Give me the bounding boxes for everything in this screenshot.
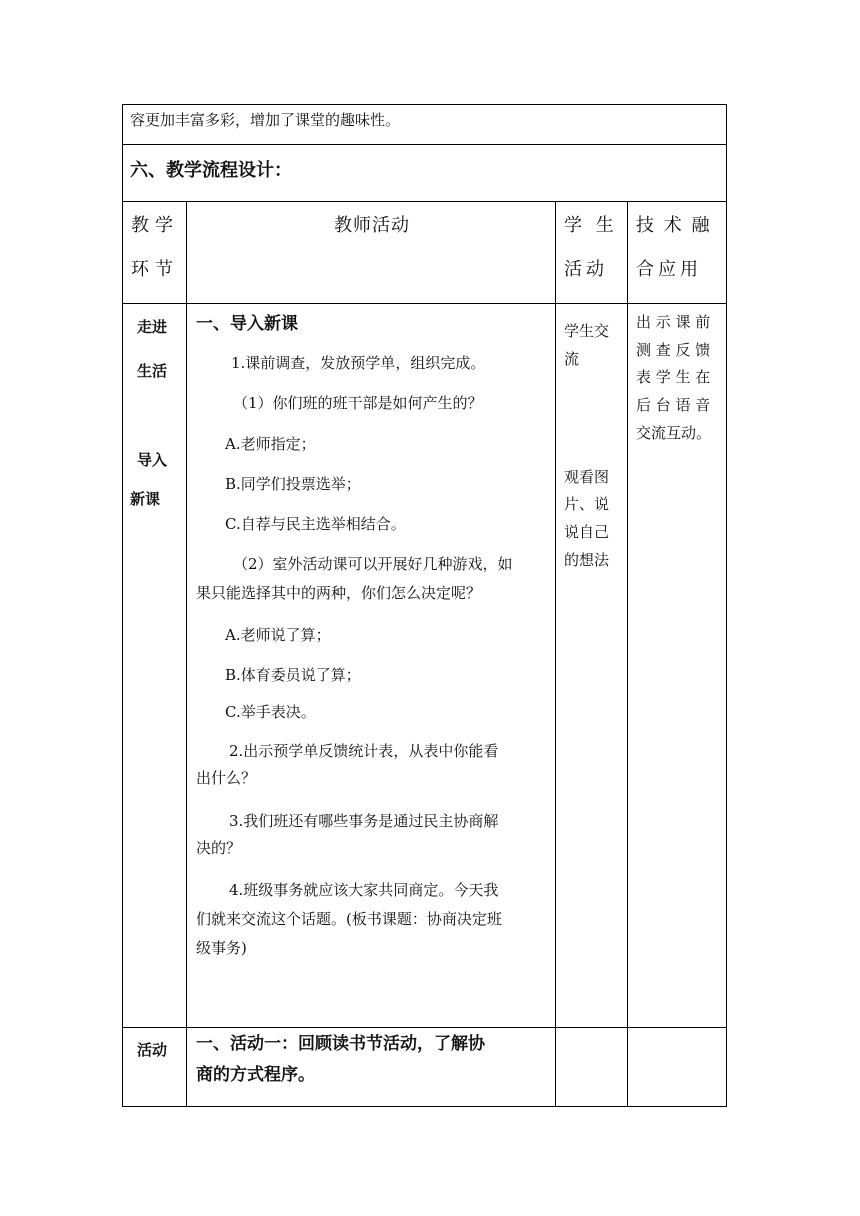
header-tech-line2: 合应用 [636,259,702,280]
header-student-line1: 学 生 [564,215,618,236]
student-line: 流 [564,350,580,368]
teacher-section-title: 一、导入新课 [196,314,298,334]
stage-label: 生活 [137,362,168,380]
header-tech-line1: 技 术 融 [636,215,712,236]
student-line: 学生交 [564,322,610,340]
tech-line: 交流互动。 [636,424,712,442]
stage-label: 新课 [130,490,161,508]
teacher-line: 级事务) [196,939,247,957]
teacher-line: 4.班级事务就应该大家共同商定。今天我 [229,881,499,899]
teacher-line: 1.课前调查，发放预学单，组织完成。 [231,354,486,372]
tech-line: 测 查 反 馈 [636,341,711,359]
activity-title-line2: 商的方式程序。 [196,1065,315,1085]
teacher-line: 出什么？ [196,769,257,787]
teacher-line: （2）室外活动课可以开展好几种游戏，如 [233,555,513,573]
header-stage-line1: 教学 [131,215,179,236]
row-divider-title [122,144,727,145]
teacher-line: 决的？ [196,839,242,857]
header-teacher-activity: 教师活动 [334,215,410,236]
stage-label: 走进 [137,318,168,336]
row-divider-body [122,303,727,304]
student-line: 观看图 [564,468,610,486]
table-border-left [122,104,123,1107]
header-stage-line2: 环节 [131,259,179,280]
col-divider-stage [186,201,187,1107]
teacher-line: 们就来交流这个话题。(板书课题：协商决定班 [196,910,502,928]
teacher-line: 3.我们班还有哪些事务是通过民主协商解 [229,812,499,830]
student-line: 说自己 [564,523,610,541]
tech-line: 表 学 生 在 [636,368,711,386]
teacher-line: 果只能选择其中的两种，你们怎么决定呢？ [196,584,482,602]
continuation-text: 容更加丰富多彩，增加了课堂的趣味性。 [130,111,401,129]
header-student-line2: 活动 [564,259,608,280]
activity-title-line1: 一、活动一：回顾读书节活动，了解协 [196,1034,485,1054]
col-divider-student [627,201,628,1107]
teacher-line: B.同学们投票选举； [225,475,361,493]
tech-line: 后 台 语 音 [636,396,711,414]
teacher-line: A.老师说了算； [225,626,331,644]
teacher-line: C.自荐与民主选举相结合。 [225,515,406,533]
teacher-line: C.举手表决。 [225,703,316,721]
student-line: 的想法 [564,551,610,569]
col-divider-teacher [555,201,556,1107]
section-title: 六、教学流程设计： [130,160,292,181]
table-border-top [122,104,727,105]
teacher-line: （1）你们班的班干部是如何产生的？ [233,394,483,412]
stage-label-activity: 活动 [137,1041,168,1059]
teacher-line: A.老师指定； [225,435,316,453]
row-divider-header [122,201,727,202]
tech-line: 出 示 课 前 [636,313,711,331]
teacher-line: 2.出示预学单反馈统计表，从表中你能看 [229,742,499,760]
table-border-right [726,104,727,1107]
table-border-bottom [122,1106,727,1107]
stage-label: 导入 [137,451,168,469]
student-line: 片、说 [564,495,610,513]
row-divider-activity [122,1027,727,1028]
teacher-line: B.体育委员说了算； [225,666,361,684]
